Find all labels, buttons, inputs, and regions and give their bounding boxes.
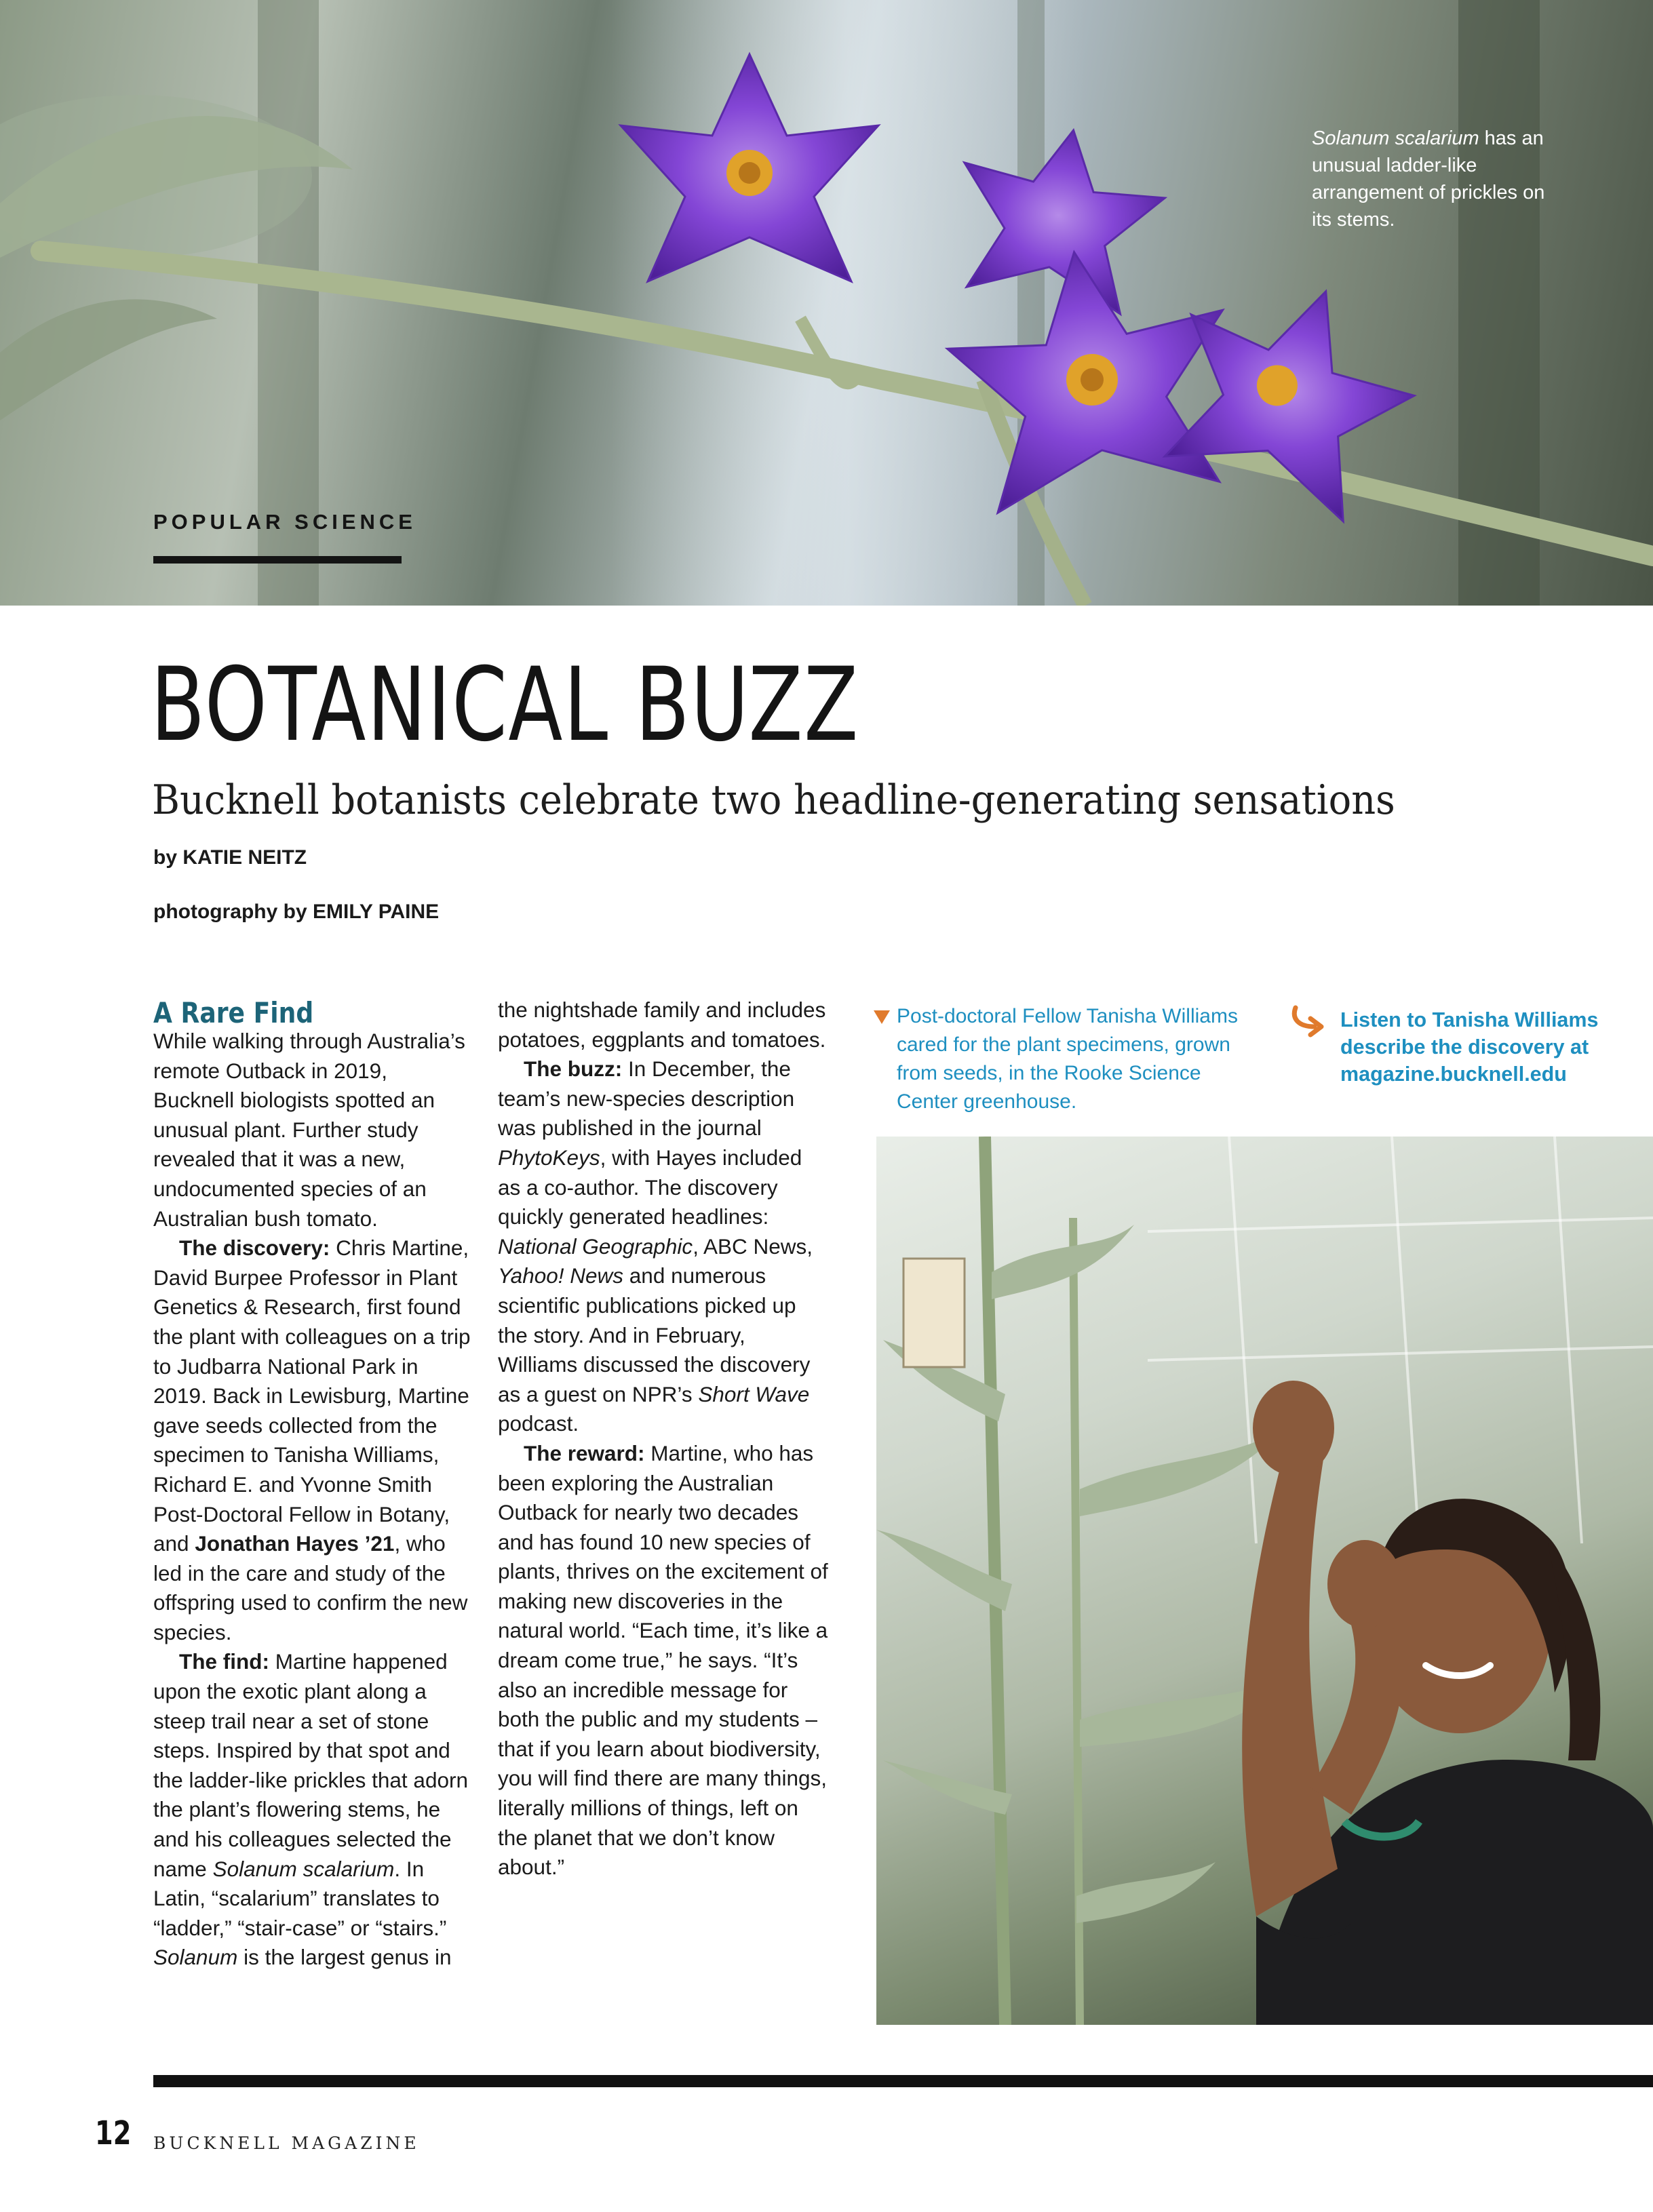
photo-caption: Post-doctoral Fellow Tanisha Williams cared for the plant specimens, grown from seeds, in the Rooke Science Center greenhouse. [897,1005,1238,1113]
photo-credit-prefix: photography by [153,901,313,923]
genus-name: Solanum [153,1945,238,1970]
caption-pointer-icon [874,1010,890,1024]
greenhouse-illustration [876,1137,1653,2025]
section-heading: A Rare Find [153,996,314,1029]
article-column-2 [498,995,830,1882]
find-label: The find: [179,1649,269,1674]
photo-credit [153,901,439,924]
kicker-rule [153,556,402,564]
hero-caption-text: has an unusual ladder-like arrangement of prickles on its stems. [1312,127,1545,231]
byline [153,846,307,869]
footer-rule [153,2075,1653,2087]
outlet-natgeo: National Geographic [498,1233,693,1259]
arrow-return-icon [1290,1004,1328,1038]
buzz-text-3: , ABC News, [693,1233,813,1259]
buzz-text-2: , with Hayes included as a co-author. The discovery quickly generated headlines: [498,1145,802,1229]
discovery-label: The discovery: [179,1236,330,1261]
byline-prefix: by [153,846,183,869]
find-text-end: the nightshade family and includes potatoes, eggplants and tomatoes. [498,998,826,1052]
buzz-text-4: and numerous scientific publications picked up the story. And in February, Williams discussed the discovery as a guest on NPR’s [498,1263,811,1406]
find-text-latin: . In Latin, “scalarium” translates to “ladder,” “stair-case” or “stairs.” [153,1856,447,1940]
reward-text: Martine, who has been exploring the Australian Outback for nearly two decades and has found 10 new species of plants, thrives on the excitement of making new discoveries in the natural world. “Each time, it’s like a dream come true,” he says. “It’s also an incredible message for both the public and my students – that if you learn about biodiversity, you will find there are many things, literally millions of things, left on the planet that we don’t know about.” [498,1440,828,1880]
subtitle: Bucknell botanists celebrate two headline-generating sensations [152,776,1395,824]
find-paragraph [498,995,830,1054]
photographer-name: EMILY PAINE [313,901,440,923]
student-name: Jonathan Hayes ’21 [195,1531,395,1556]
reward-paragraph [498,1439,830,1882]
section-kicker: POPULAR SCIENCE [153,510,416,534]
article-column-1 [153,995,472,1973]
intro-paragraph: While walking through Australia’s remote Outback in 2019, Bucknell biologists spotted an unusual plant. Further study revealed that it was a new, undocumented species of an Australian bush tomato. [153,1029,465,1231]
reward-label: The reward: [524,1440,645,1465]
outlet-yahoo: Yahoo! News [498,1263,624,1288]
magazine-name: BUCKNELL MAGAZINE [153,2133,420,2153]
find-text: Martine happened upon the exotic plant along a steep trail near a set of stone steps. Inspired by that spot and the ladder-like prickles that adorn the plant’s flowering stems, he and his colleagues selected the name [153,1649,468,1881]
discovery-text-end: , who led in the care and study of the offspring used to confirm the new species. [153,1531,468,1644]
buzz-label: The buzz: [524,1056,623,1082]
hero-photo [0,0,1653,606]
journal-name: PhytoKeys [498,1145,600,1170]
buzz-text-end: podcast. [498,1411,579,1436]
portrait-photo [876,1137,1653,2025]
hero-caption [1312,125,1556,233]
buzz-text: In December, the team’s new-species description was published in the journal [498,1056,795,1141]
page-title: BOTANICAL BUZZ [151,646,859,764]
find-text-end: is the largest genus in [237,1945,452,1970]
find-paragraph [153,1647,472,1973]
page-number: 12 [95,2114,132,2152]
buzz-paragraph [498,1054,830,1439]
species-name: Solanum scalarium [212,1856,395,1881]
listen-link[interactable]: Listen to Tanisha Williams describe the discovery at magazine.bucknell.edu [1340,1008,1599,1086]
discovery-paragraph [153,1233,472,1647]
hero-caption-species: Solanum scalarium [1312,127,1479,149]
podcast-name: Short Wave [698,1381,810,1406]
discovery-text: Chris Martine, David Burpee Professor in Plant Genetics & Research, first found the plant with colleagues on a trip to Judbarra National Park in 2019. Back in Lewisburg, Martine gave seeds collected from the specimen to Tanisha Williams, Richard E. and Yvonne Smith Post-Doctoral Fellow in Botany, and [153,1236,471,1556]
author-name: KATIE NEITZ [182,846,307,869]
